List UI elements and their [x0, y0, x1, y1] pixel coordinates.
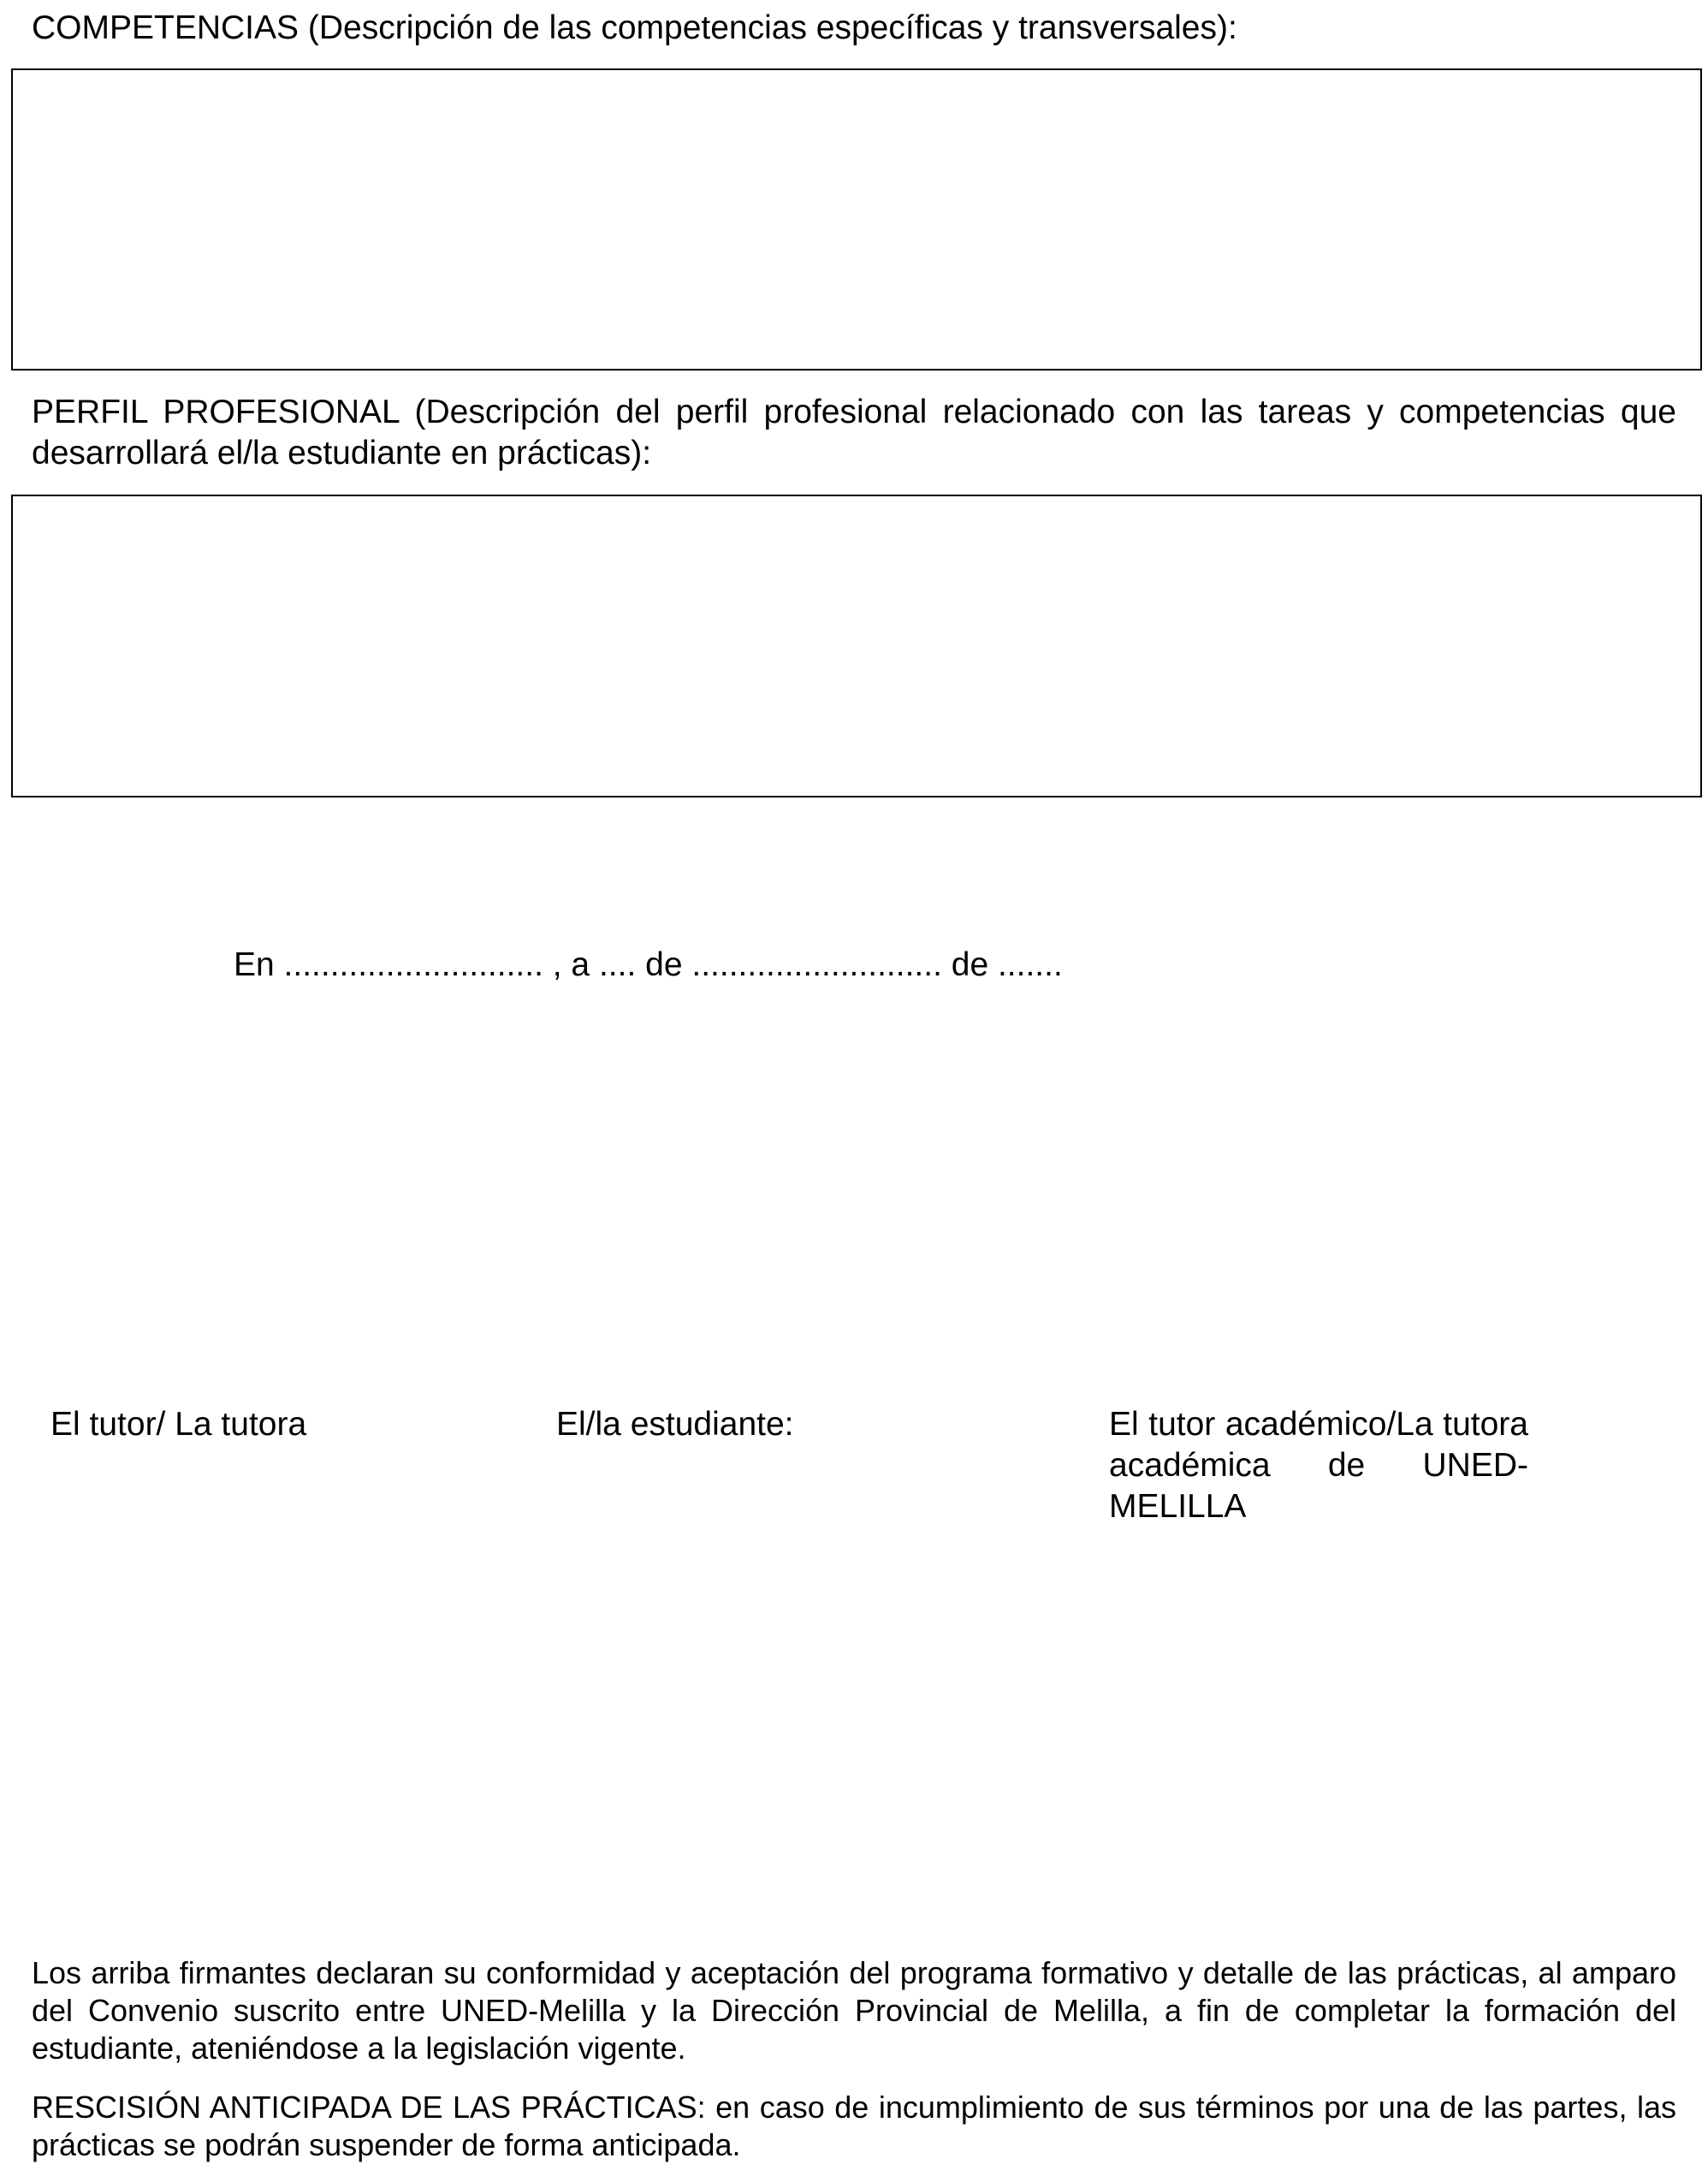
signature-student: El/la estudiante: [556, 1406, 794, 1443]
signature-academic-tutor: El tutor académico/La tutora académica de UNED-MELILLA [1109, 1406, 1528, 1525]
place-date-line: En ............................ , a .... de ........................... de ....... [234, 946, 1063, 983]
competencias-textbox[interactable] [11, 68, 1702, 371]
perfil-profesional-label: PERFIL PROFESIONAL (Descripción del perfil profesional relacionado con las tareas y competencias que desarrollará el/la estudiante en prácticas): [32, 394, 1676, 471]
perfil-profesional-textbox[interactable] [11, 495, 1702, 797]
rescission-paragraph: RESCISIÓN ANTICIPADA DE LAS PRÁCTICAS: en caso de incumplimiento de sus términos por una de las partes, las prácticas se podrán suspender de forma anticipada. [32, 2090, 1676, 2162]
competencias-label: COMPETENCIAS (Descripción de las competencias específicas y transversales): [32, 9, 1237, 46]
declaration-paragraph: Los arriba firmantes declaran su conformidad y aceptación del programa formativo y detalle de las prácticas, al amparo del Convenio suscrito entre UNED-Melilla y la Dirección Provincial de Melilla, a fin de completar la formación del estudiante, ateniéndose a la legislación vigente. [32, 1955, 1676, 2066]
signature-tutor: El tutor/ La tutora [50, 1406, 307, 1443]
